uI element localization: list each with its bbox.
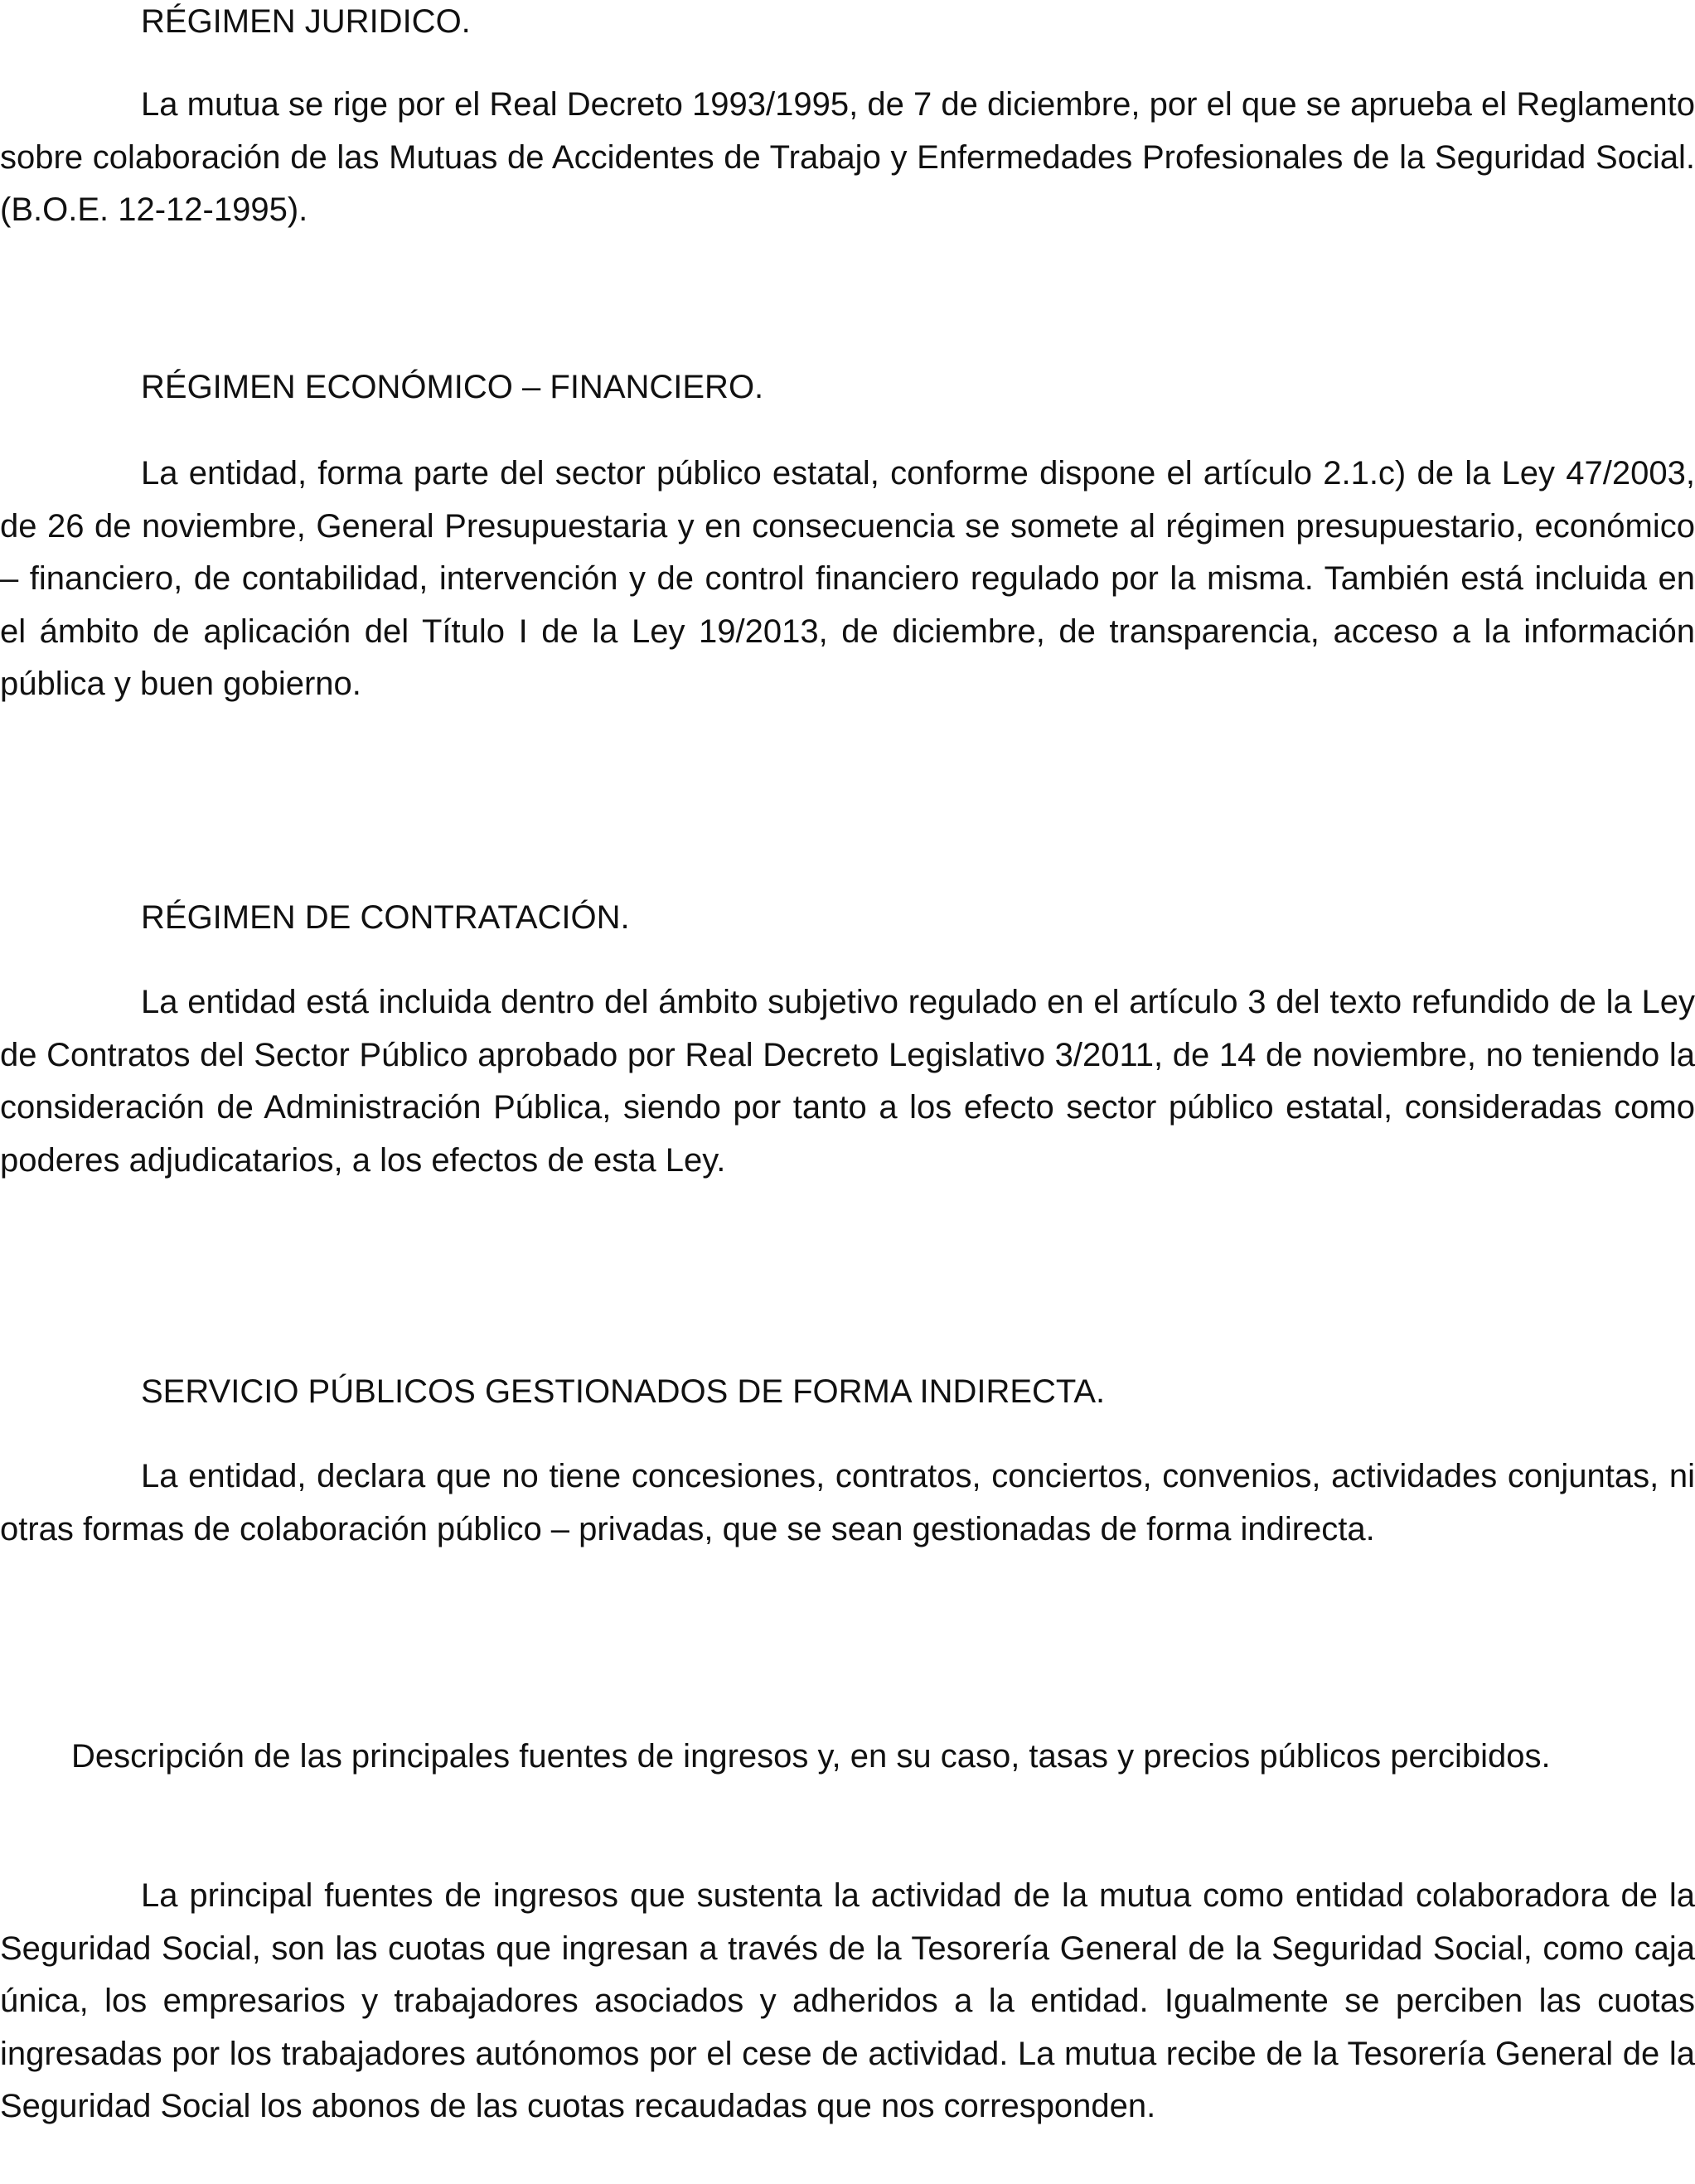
paragraph-regimen-economico: La entidad, forma parte del sector público estatal, conforme dispone el artículo 2.1.c) de la Ley 47/2003, de 26 de noviembre, General Presupuestaria y en consecuencia se somete al régimen presupuestario, económico – financiero, de contabilidad, intervención y de control financiero regulado por la misma. También está incluida en el ámbito de aplicación del Título I de la Ley 19/2013, de diciembre, de transparencia, acceso a la información pública y buen gobierno. — [0, 455, 1695, 702]
heading-regimen-juridico: RÉGIMEN JURIDICO. — [141, 3, 471, 40]
heading-regimen-economico: RÉGIMEN ECONÓMICO – FINANCIERO. — [141, 369, 764, 405]
heading-servicios-publicos: SERVICIO PÚBLICOS GESTIONADOS DE FORMA INDIRECTA. — [141, 1373, 1106, 1410]
paragraph-servicios-publicos: La entidad, declara que no tiene concesiones, contratos, conciertos, convenios, actividades conjuntas, ni otras formas de colaboración público – privadas, que se sean gestionadas de forma indirecta. — [0, 1458, 1695, 1547]
paragraph-regimen-contratacion: La entidad está incluida dentro del ámbito subjetivo regulado en el artículo 3 del texto refundido de la Ley de Contratos del Sector Público aprobado por Real Decreto Legislativo 3/2011, de 14 de noviembre, no teniendo la consideración de Administración Pública, siendo por tanto a los efecto sector público estatal, consideradas como poderes adjudicatarios, a los efectos de esta Ley. — [0, 984, 1695, 1179]
heading-regimen-contratacion: RÉGIMEN DE CONTRATACIÓN. — [141, 899, 630, 936]
paragraph-regimen-juridico: La mutua se rige por el Real Decreto 1993/1995, de 7 de diciembre, por el que se aprueba el Reglamento sobre colaboración de las Mutuas de Accidentes de Trabajo y Enfermedades Profesionales de la Seguridad Social. (B.O.E. 12-12-1995). — [0, 86, 1695, 228]
income-sources-title: Descripción de las principales fuentes de ingresos y, en su caso, tasas y precios públicos percibidos. — [71, 1738, 1551, 1775]
paragraph-income-sources: La principal fuentes de ingresos que sustenta la actividad de la mutua como entidad colaboradora de la Seguridad Social, son las cuotas que ingresan a través de la Tesorería General de la Seguridad Social, como caja única, los empresarios y trabajadores asociados y adheridos a la entidad. Igualmente se perciben las cuotas ingresadas por los trabajadores autónomos por el cese de actividad. La mutua recibe de la Tesorería General de la Seguridad Social los abonos de las cuotas recaudadas que nos corresponden. — [0, 1877, 1695, 2124]
